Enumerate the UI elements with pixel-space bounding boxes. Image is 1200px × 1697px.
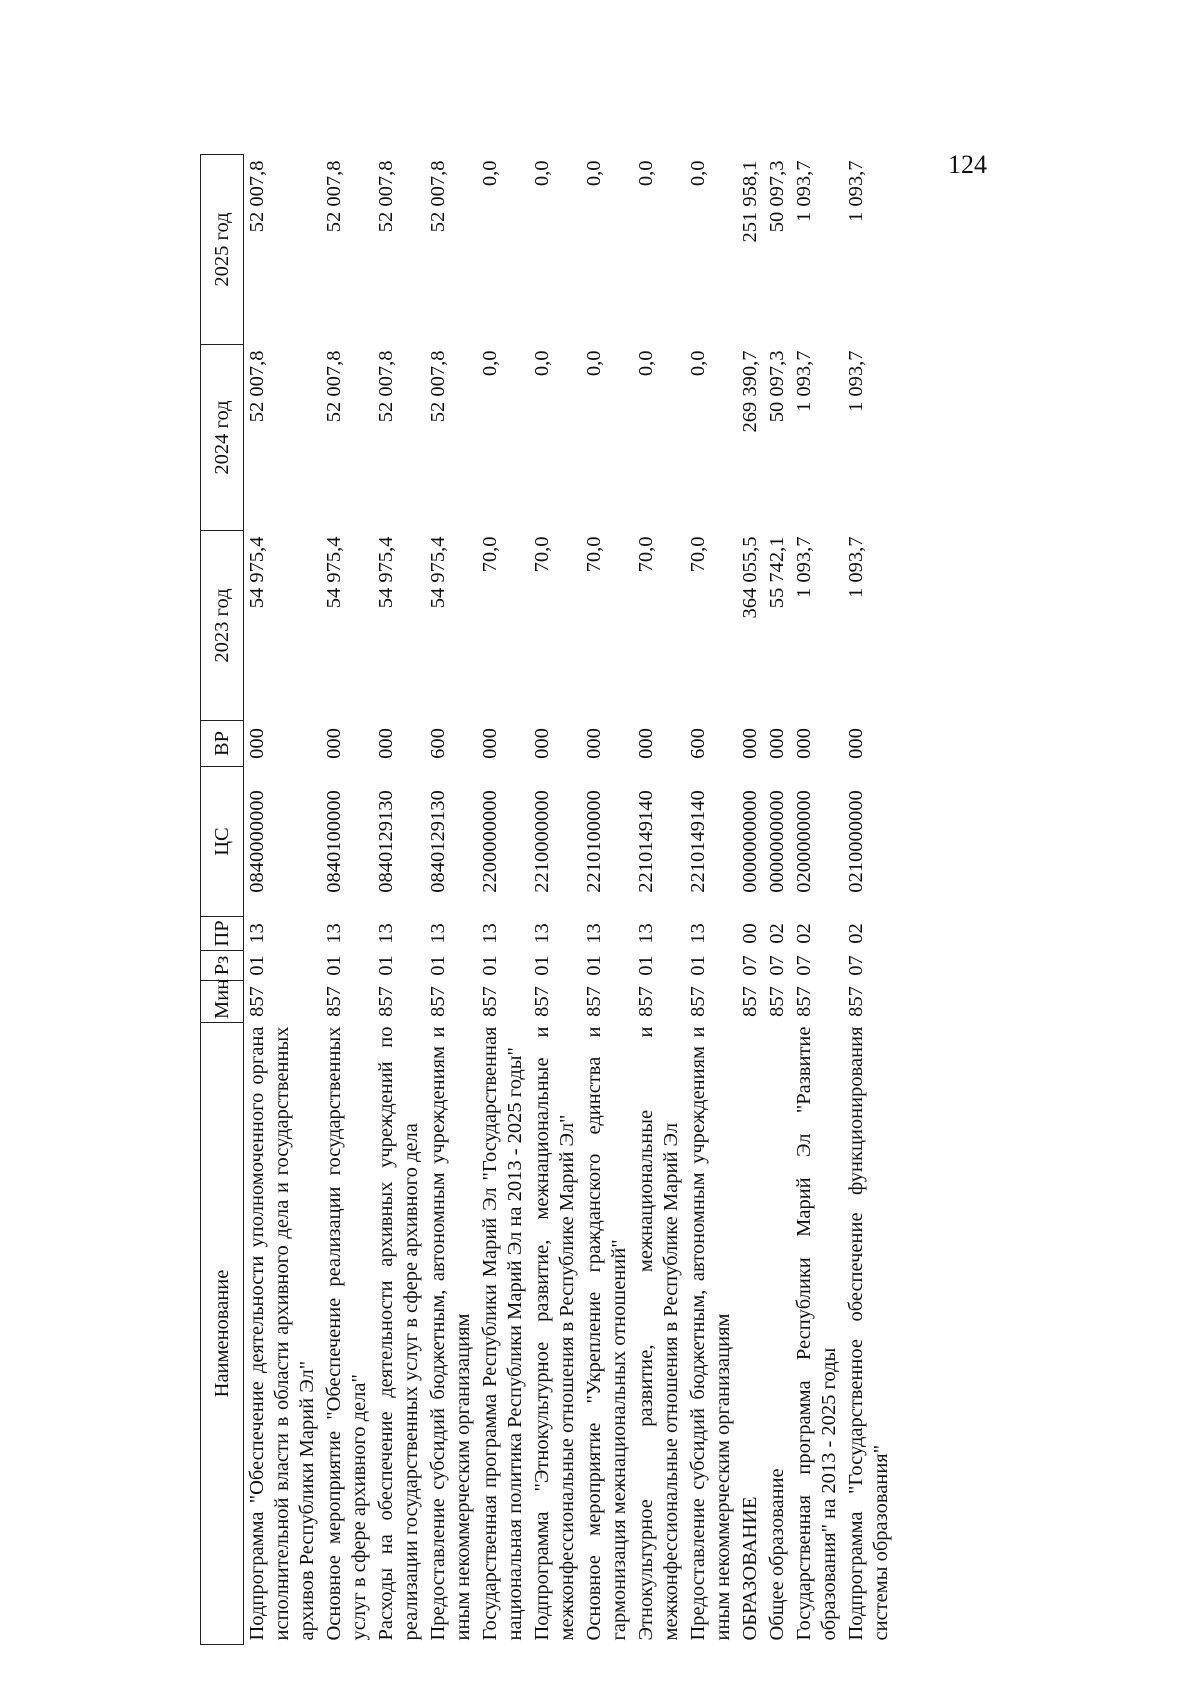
- table-header: [201, 155, 244, 1645]
- row-2025: 1 093,7: [793, 160, 815, 222]
- row-vr: 000: [531, 728, 553, 759]
- row-2024: 0,0: [635, 350, 657, 377]
- row-min: 857: [766, 986, 788, 1017]
- header-2025: 2025 год: [201, 155, 244, 345]
- row-2025: 0,0: [687, 160, 709, 187]
- row-vr: 000: [375, 728, 397, 759]
- table-body: [244, 155, 896, 1645]
- table-row: [529, 155, 581, 1645]
- row-name: Общее образование: [766, 1468, 788, 1641]
- header-rz: Рз: [201, 951, 244, 981]
- row-rz: 01: [479, 955, 501, 976]
- table-row: [737, 155, 764, 1645]
- row-name: Предоставление субсидий бюджетным, автономным учреждениям и иным некоммерческим организациям: [687, 1026, 734, 1641]
- row-vr: 000: [845, 728, 867, 759]
- row-cs: 0840000000: [246, 790, 268, 893]
- row-min: 857: [687, 986, 709, 1017]
- budget-table: [200, 154, 895, 1645]
- row-vr: 600: [687, 728, 709, 759]
- row-vr: 000: [739, 728, 761, 759]
- row-name: Подпрограмма "Государственное обеспечение функционирования системы образования": [845, 1026, 892, 1641]
- row-cs: 2210149140: [635, 790, 657, 893]
- row-2024: 1 093,7: [793, 350, 815, 412]
- row-rz: 01: [687, 955, 709, 976]
- table-row: [633, 155, 685, 1645]
- row-2024: 52 007,8: [375, 350, 397, 423]
- row-rz: 01: [531, 955, 553, 976]
- header-name: Наименование: [201, 1023, 244, 1645]
- row-2023: 364 055,5: [739, 536, 761, 619]
- row-min: 857: [635, 986, 657, 1017]
- row-vr: 000: [635, 728, 657, 759]
- row-cs: 2210100000: [583, 790, 605, 893]
- row-2025: 52 007,8: [323, 160, 345, 233]
- row-name: Подпрограмма "Обеспечение деятельности уполномоченного органа исполнительной власти в области архивного дела и государственных архивов Республики Марий Эл": [246, 1026, 318, 1641]
- row-rz: 01: [246, 955, 268, 976]
- row-name: ОБРАЗОВАНИЕ: [739, 1496, 761, 1641]
- row-rz: 07: [845, 955, 867, 976]
- row-2024: 0,0: [687, 350, 709, 377]
- row-name: Предоставление субсидий бюджетным, автономным учреждениям и иным некоммерческим организациям: [427, 1026, 474, 1641]
- header-cs: ЦС: [201, 767, 244, 917]
- row-2023: 54 975,4: [246, 536, 268, 609]
- row-pr: 13: [375, 923, 397, 944]
- row-2023: 70,0: [531, 536, 553, 573]
- row-2023: 70,0: [479, 536, 501, 573]
- row-2023: 1 093,7: [793, 536, 815, 598]
- row-2024: 0,0: [479, 350, 501, 377]
- row-vr: 000: [323, 728, 345, 759]
- row-2024: 52 007,8: [246, 350, 268, 423]
- header-pr: ПР: [201, 917, 244, 951]
- row-2025: 52 007,8: [427, 160, 449, 233]
- row-cs: 2200000000: [479, 790, 501, 893]
- row-name: Подпрограмма "Этнокультурное развитие, межнациональные и межконфессиональные отношения в Республике Марий Эл": [531, 1026, 578, 1641]
- row-min: 857: [479, 986, 501, 1017]
- header-min: Мин: [201, 981, 244, 1023]
- row-2023: 54 975,4: [427, 536, 449, 609]
- header-2024: 2024 год: [201, 345, 244, 531]
- row-min: 857: [739, 986, 761, 1017]
- row-2023: 70,0: [635, 536, 657, 573]
- row-name: Основное мероприятие "Обеспечение реализации государственных услуг в сфере архивного дела": [323, 1026, 370, 1641]
- row-2025: 52 007,8: [246, 160, 268, 233]
- rotated-page-content: [200, 155, 970, 1645]
- row-pr: 02: [766, 923, 788, 944]
- row-vr: 000: [766, 728, 788, 759]
- row-min: 857: [323, 986, 345, 1017]
- table-row: [843, 155, 895, 1645]
- row-cs: 0000000000: [739, 790, 761, 893]
- row-2024: 0,0: [583, 350, 605, 377]
- row-pr: 13: [323, 923, 345, 944]
- row-rz: 01: [583, 955, 605, 976]
- row-2024: 269 390,7: [739, 350, 761, 433]
- table-row: [685, 155, 737, 1645]
- row-cs: 0200000000: [793, 790, 815, 893]
- row-vr: 000: [793, 728, 815, 759]
- row-pr: 13: [531, 923, 553, 944]
- row-2024: 1 093,7: [845, 350, 867, 412]
- row-name: Основное мероприятие "Укрепление гражданского единства и гармонизация межнациональных отношений": [583, 1026, 630, 1641]
- row-min: 857: [845, 986, 867, 1017]
- row-2025: 251 958,1: [739, 160, 761, 243]
- row-pr: 13: [635, 923, 657, 944]
- row-pr: 00: [739, 923, 761, 944]
- row-2025: 52 007,8: [375, 160, 397, 233]
- row-min: 857: [531, 986, 553, 1017]
- row-cs: 0840100000: [323, 790, 345, 893]
- table-row: [425, 155, 477, 1645]
- row-rz: 07: [766, 955, 788, 976]
- row-2023: 55 742,1: [766, 536, 788, 609]
- row-cs: 2210000000: [531, 790, 553, 893]
- row-name: Государственная программа Республики Марий Эл "Государственная национальная политика Республики Марий Эл на 2013 - 2025 годы": [479, 1026, 526, 1641]
- row-2025: 0,0: [531, 160, 553, 187]
- row-rz: 07: [739, 955, 761, 976]
- row-2025: 0,0: [479, 160, 501, 187]
- row-2023: 70,0: [687, 536, 709, 573]
- row-2025: 50 097,3: [766, 160, 788, 233]
- row-min: 857: [375, 986, 397, 1017]
- row-2024: 50 097,3: [766, 350, 788, 423]
- header-vr: ВР: [201, 721, 244, 767]
- row-pr: 13: [246, 923, 268, 944]
- row-2024: 52 007,8: [427, 350, 449, 423]
- row-pr: 13: [427, 923, 449, 944]
- row-2023: 54 975,4: [375, 536, 397, 609]
- row-pr: 13: [583, 923, 605, 944]
- table-row: [244, 155, 322, 1645]
- table-row: [791, 155, 843, 1645]
- row-rz: 01: [635, 955, 657, 976]
- row-min: 857: [427, 986, 449, 1017]
- table-row: [321, 155, 373, 1645]
- row-name: Этнокультурное развитие, межнациональные и межконфессиональные отношения в Республике Марий Эл: [635, 1026, 682, 1641]
- row-pr: 13: [479, 923, 501, 944]
- row-min: 857: [246, 986, 268, 1017]
- row-vr: 000: [583, 728, 605, 759]
- row-2025: 0,0: [583, 160, 605, 187]
- table-row: [373, 155, 425, 1645]
- row-cs: 0840129130: [375, 790, 397, 893]
- header-2023: 2023 год: [201, 531, 244, 721]
- row-rz: 01: [427, 955, 449, 976]
- row-2024: 52 007,8: [323, 350, 345, 423]
- row-cs: 0210000000: [845, 790, 867, 893]
- row-2023: 54 975,4: [323, 536, 345, 609]
- row-2023: 70,0: [583, 536, 605, 573]
- row-rz: 01: [323, 955, 345, 976]
- row-name: Государственная программа Республики Марий Эл "Развитие образования" на 2013 - 2025 годы: [793, 1026, 840, 1641]
- row-cs: 0840129130: [427, 790, 449, 893]
- table-row: [764, 155, 791, 1645]
- row-2025: 1 093,7: [845, 160, 867, 222]
- table-row: [581, 155, 633, 1645]
- row-pr: 13: [687, 923, 709, 944]
- row-2023: 1 093,7: [845, 536, 867, 598]
- row-name: Расходы на обеспечение деятельности архивных учреждений по реализации государственных услуг в сфере архивного дела: [375, 1026, 422, 1641]
- row-min: 857: [793, 986, 815, 1017]
- row-2024: 0,0: [531, 350, 553, 377]
- row-cs: 2210149140: [687, 790, 709, 893]
- table-row: [477, 155, 529, 1645]
- row-rz: 01: [375, 955, 397, 976]
- page-number: 124: [948, 150, 987, 179]
- row-2025: 0,0: [635, 160, 657, 187]
- row-pr: 02: [793, 923, 815, 944]
- row-rz: 07: [793, 955, 815, 976]
- row-vr: 600: [427, 728, 449, 759]
- row-vr: 000: [246, 728, 268, 759]
- row-pr: 02: [845, 923, 867, 944]
- row-vr: 000: [479, 728, 501, 759]
- row-cs: 0000000000: [766, 790, 788, 893]
- row-min: 857: [583, 986, 605, 1017]
